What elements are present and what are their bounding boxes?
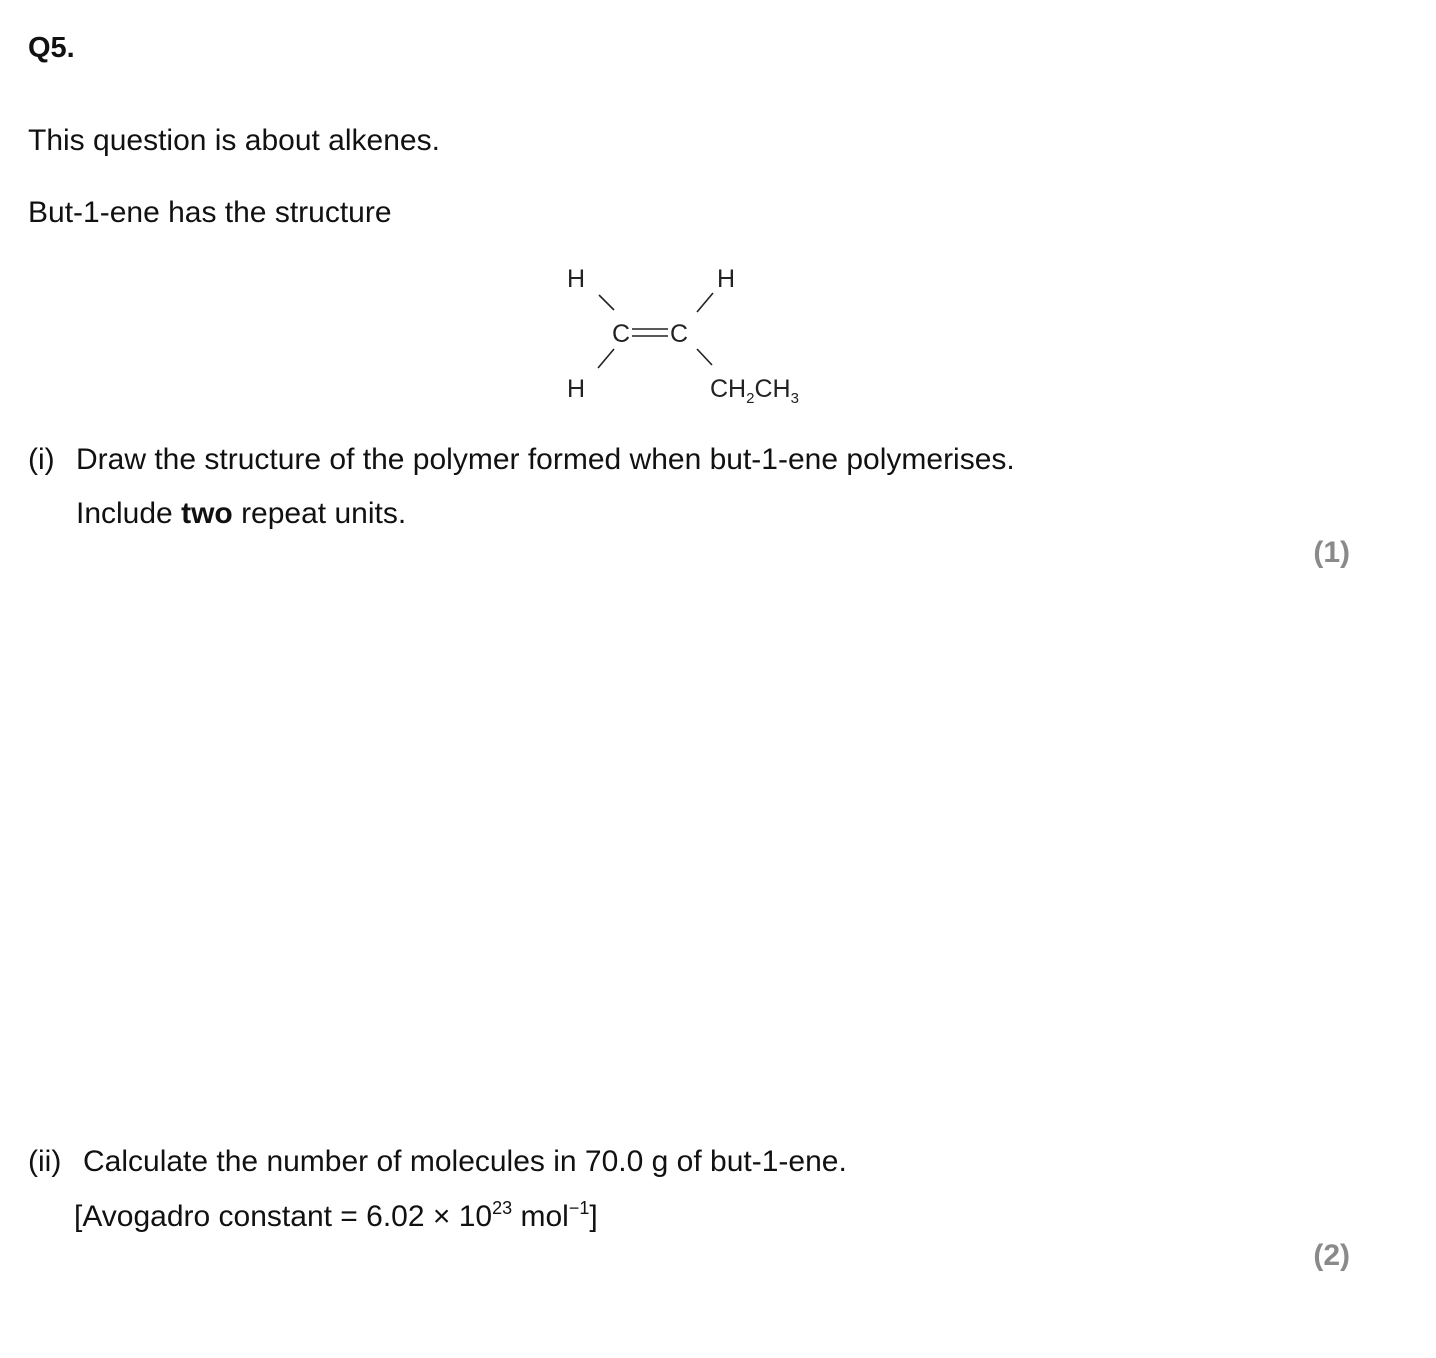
avogadro-unit: mol — [512, 1200, 569, 1233]
atom-h-bottom-left: H — [567, 375, 586, 403]
substituent-ethyl — [710, 375, 799, 407]
bond-h-c1-bottom — [598, 349, 614, 368]
bond-c2-ethyl — [697, 349, 712, 365]
bond-h-c1-top — [599, 295, 614, 310]
question-intro: This question is about alkenes. — [28, 124, 440, 157]
atom-c1: C — [612, 320, 631, 348]
structure-lead-text: But-1-ene has the structure — [28, 196, 392, 229]
but-1-ene-structure-diagram — [540, 250, 840, 420]
atom-c2: C — [670, 320, 689, 348]
avogadro-constant-note — [74, 1200, 598, 1234]
part-ii-marks: (2) — [1313, 1239, 1350, 1272]
part-ii-question: Calculate the number of molecules in 70.0 g of but-1-ene. — [83, 1145, 847, 1178]
avogadro-prefix: [Avogadro constant = 6.02 × 10 — [74, 1200, 493, 1233]
bond-h-c2-top — [697, 293, 713, 312]
substituent-ch-b: CH — [754, 375, 791, 403]
atom-h-top-left: H — [567, 265, 586, 293]
part-i-question: Draw the structure of the polymer formed when but-1-ene polymerises. — [76, 443, 1015, 476]
part-i-instruction-end: repeat units. — [232, 497, 407, 530]
substituent-sub-3: 3 — [790, 390, 799, 407]
substituent-sub-2: 2 — [746, 390, 755, 407]
part-i-instruction-bold: two — [181, 497, 233, 530]
part-ii-label: (ii) — [28, 1145, 62, 1178]
atom-h-top-right: H — [717, 265, 736, 293]
avogadro-exponent: 23 — [492, 1198, 513, 1218]
part-i-instruction — [76, 497, 406, 531]
substituent-ch-a: CH — [710, 375, 747, 403]
part-i-label: (i) — [28, 443, 55, 476]
avogadro-suffix: ] — [589, 1200, 598, 1233]
question-number: Q5. — [28, 32, 75, 64]
part-i-marks: (1) — [1313, 536, 1350, 569]
part-i-instruction-start: Include — [76, 497, 182, 530]
avogadro-unit-exponent: −1 — [568, 1198, 590, 1218]
